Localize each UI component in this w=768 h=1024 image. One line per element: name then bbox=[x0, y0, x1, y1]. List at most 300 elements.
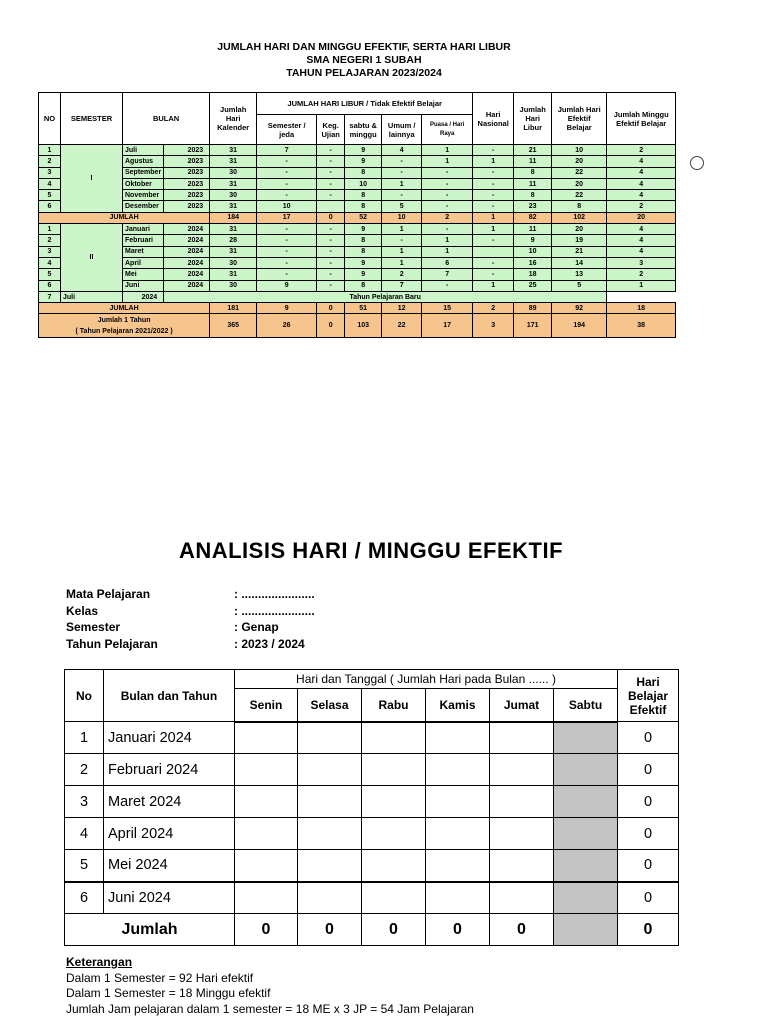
day-count-cell[interactable] bbox=[235, 818, 298, 850]
row-month: Juli bbox=[61, 291, 123, 302]
row-cell: 1 bbox=[382, 224, 422, 235]
row-hbe: 0 bbox=[618, 786, 679, 818]
day-count-cell[interactable] bbox=[426, 786, 490, 818]
total-cell: 10 bbox=[382, 212, 422, 223]
row-cell: 16 bbox=[514, 257, 552, 268]
row-month-year: Juni 2024 bbox=[104, 882, 235, 914]
row-cell: 1 bbox=[382, 178, 422, 189]
row-year: 2024 bbox=[164, 269, 210, 280]
row-cell: - bbox=[257, 178, 317, 189]
row-month-year: Februari 2024 bbox=[104, 754, 235, 786]
row-month: Januari bbox=[123, 224, 164, 235]
circle-shape bbox=[690, 156, 704, 170]
sabtu-cell bbox=[554, 754, 618, 786]
row-cell: - bbox=[257, 167, 317, 178]
semester2-total-label: JUMLAH bbox=[39, 303, 210, 314]
row-cell: - bbox=[317, 280, 345, 291]
day-count-cell[interactable] bbox=[490, 754, 554, 786]
row-cell: - bbox=[422, 178, 473, 189]
row-cell: - bbox=[257, 235, 317, 246]
row-cell: - bbox=[473, 190, 514, 201]
th-bulan: BULAN bbox=[123, 93, 210, 145]
row-cell: - bbox=[257, 269, 317, 280]
sabtu-cell bbox=[554, 818, 618, 850]
row-cell: 4 bbox=[382, 145, 422, 156]
total-cell: 82 bbox=[514, 212, 552, 223]
row-cell: 5 bbox=[382, 201, 422, 212]
row-no: 5 bbox=[65, 850, 104, 882]
day-count-cell[interactable] bbox=[426, 722, 490, 754]
row-cell: 1 bbox=[607, 280, 676, 291]
month-row bbox=[39, 246, 676, 257]
row-no: 6 bbox=[39, 201, 61, 212]
row-cell: - bbox=[317, 156, 345, 167]
row-no: 6 bbox=[65, 882, 104, 914]
month-row bbox=[39, 269, 676, 280]
th-jumlah-hari-efektif: Jumlah Hari Efektif Belajar bbox=[552, 93, 607, 145]
th-jumat: Jumat bbox=[490, 689, 554, 722]
total-cell: 17 bbox=[257, 212, 317, 223]
row-cell: 1 bbox=[422, 246, 473, 257]
row-cell: - bbox=[473, 235, 514, 246]
row-month: Desember bbox=[123, 201, 164, 212]
day-count-cell[interactable] bbox=[362, 722, 426, 754]
total-cell: 18 bbox=[607, 303, 676, 314]
day-count-cell[interactable] bbox=[490, 786, 554, 818]
row-cell: - bbox=[422, 190, 473, 201]
sum-cell: 0 bbox=[490, 914, 554, 946]
semester-label: I bbox=[61, 145, 123, 213]
year-total-cell: 17 bbox=[422, 314, 473, 338]
total-cell: 2 bbox=[473, 303, 514, 314]
row-cell: - bbox=[257, 224, 317, 235]
row-cell: 8 bbox=[514, 167, 552, 178]
row-month: September bbox=[123, 167, 164, 178]
month-row bbox=[39, 178, 676, 189]
row-cell: 2 bbox=[382, 269, 422, 280]
row-cell: 9 bbox=[514, 235, 552, 246]
sum-cell: 0 bbox=[235, 914, 298, 946]
day-count-cell[interactable] bbox=[362, 882, 426, 914]
day-count-cell[interactable] bbox=[362, 754, 426, 786]
row-month: Juli bbox=[123, 145, 164, 156]
day-count-cell[interactable] bbox=[426, 882, 490, 914]
row-month: Februari bbox=[123, 235, 164, 246]
row-no: 5 bbox=[39, 269, 61, 280]
day-count-cell[interactable] bbox=[298, 882, 362, 914]
row-month: Agustus bbox=[123, 156, 164, 167]
row-cell: 30 bbox=[210, 280, 257, 291]
row-cell: 19 bbox=[552, 235, 607, 246]
row-cell: 11 bbox=[514, 156, 552, 167]
keterangan bbox=[66, 955, 474, 1017]
row-year: 2024 bbox=[164, 224, 210, 235]
row-cell: 22 bbox=[552, 167, 607, 178]
sabtu-cell bbox=[554, 882, 618, 914]
row-cell: 6 bbox=[422, 257, 473, 268]
row-cell: 31 bbox=[210, 269, 257, 280]
row-cell: - bbox=[317, 257, 345, 268]
day-count-cell[interactable] bbox=[362, 850, 426, 882]
row-cell: 7 bbox=[257, 145, 317, 156]
semester-label: II bbox=[61, 224, 123, 292]
sabtu-cell bbox=[554, 850, 618, 882]
meta-value: : Genap bbox=[234, 620, 279, 634]
row-cell: 1 bbox=[382, 246, 422, 257]
row-cell: - bbox=[382, 167, 422, 178]
row-month-year: Maret 2024 bbox=[104, 786, 235, 818]
row-cell: 25 bbox=[514, 280, 552, 291]
row-cell: - bbox=[317, 178, 345, 189]
meta-row bbox=[66, 586, 315, 603]
meta-label: Semester bbox=[66, 620, 121, 634]
year-total-cell: 194 bbox=[552, 314, 607, 338]
row-cell: - bbox=[473, 145, 514, 156]
year-total-row bbox=[39, 314, 676, 338]
row-hbe: 0 bbox=[618, 722, 679, 754]
row-month-year: Januari 2024 bbox=[104, 722, 235, 754]
row-cell: 22 bbox=[552, 190, 607, 201]
row-cell: 1 bbox=[422, 156, 473, 167]
effective-days-table bbox=[38, 92, 676, 338]
row-cell bbox=[317, 201, 345, 212]
semester2-total-row bbox=[39, 303, 676, 314]
meta-label: Kelas bbox=[66, 603, 99, 618]
total-cell: 15 bbox=[422, 303, 473, 314]
row-cell: - bbox=[422, 280, 473, 291]
month-row bbox=[39, 257, 676, 268]
row-month-year: Mei 2024 bbox=[104, 850, 235, 882]
sum-label: Jumlah bbox=[65, 914, 235, 946]
day-count-cell[interactable] bbox=[235, 850, 298, 882]
row-year: 2023 bbox=[164, 190, 210, 201]
row-cell: 31 bbox=[210, 224, 257, 235]
row-cell: 30 bbox=[210, 257, 257, 268]
keterangan-line: Dalam 1 Semester = 18 Minggu efektif bbox=[66, 986, 271, 1000]
row-cell: - bbox=[317, 235, 345, 246]
row-cell: 4 bbox=[607, 167, 676, 178]
row-cell: - bbox=[317, 190, 345, 201]
total-cell: 181 bbox=[210, 303, 257, 314]
row-cell: - bbox=[382, 156, 422, 167]
meta-value: : 2023 / 2024 bbox=[234, 636, 305, 651]
day-count-cell[interactable] bbox=[235, 722, 298, 754]
meta-row bbox=[66, 636, 315, 653]
row-cell: 30 bbox=[210, 167, 257, 178]
th-selasa: Selasa bbox=[298, 689, 362, 722]
year-total-label-1: Jumlah 1 Tahun bbox=[97, 316, 151, 324]
row-month: Maret bbox=[123, 246, 164, 257]
total-cell: 92 bbox=[552, 303, 607, 314]
total-cell: 184 bbox=[210, 212, 257, 223]
row-hbe: 0 bbox=[618, 818, 679, 850]
meta-block bbox=[66, 586, 315, 652]
row-no: 2 bbox=[39, 235, 61, 246]
row-cell: 9 bbox=[345, 145, 382, 156]
row-cell: 11 bbox=[514, 178, 552, 189]
month-row bbox=[39, 201, 676, 212]
row-cell: 1 bbox=[422, 145, 473, 156]
row-no: 4 bbox=[39, 178, 61, 189]
row-cell: 10 bbox=[345, 178, 382, 189]
row-cell: 31 bbox=[210, 246, 257, 257]
month-row bbox=[39, 280, 676, 291]
total-cell: 52 bbox=[345, 212, 382, 223]
row-cell: 9 bbox=[345, 224, 382, 235]
day-count-cell[interactable] bbox=[490, 818, 554, 850]
sum-cell: 0 bbox=[362, 914, 426, 946]
row-cell: 4 bbox=[607, 235, 676, 246]
row-cell: 8 bbox=[345, 280, 382, 291]
th-semester: SEMESTER bbox=[61, 93, 123, 145]
row-cell: - bbox=[317, 246, 345, 257]
th-no: No bbox=[65, 670, 104, 722]
th-libur-group: JUMLAH HARI LIBUR / Tidak Efektif Belajar bbox=[257, 93, 473, 115]
year-total-cell: 22 bbox=[382, 314, 422, 338]
keterangan-line: Jumlah Jam pelajaran dalam 1 semester = 18 ME x 3 JP = 54 Jam Pelajaran bbox=[66, 1001, 474, 1016]
th-puasa-hari-raya: Puasa / Hari Raya bbox=[422, 115, 473, 145]
year-total-label-2: ( Tahun Pelajaran 2021/2022 ) bbox=[75, 327, 173, 335]
day-count-cell[interactable] bbox=[426, 754, 490, 786]
day-count-cell[interactable] bbox=[298, 850, 362, 882]
th-jumlah-hari-libur: Jumlah Hari Libur bbox=[514, 93, 552, 145]
month-row bbox=[39, 167, 676, 178]
year-total-cell: 3 bbox=[473, 314, 514, 338]
row-cell: 10 bbox=[552, 145, 607, 156]
row-year: 2023 bbox=[164, 156, 210, 167]
month-row bbox=[39, 224, 676, 235]
row-cell: - bbox=[257, 246, 317, 257]
row-cell: 9 bbox=[257, 280, 317, 291]
row-no: 4 bbox=[65, 818, 104, 850]
total-cell: 51 bbox=[345, 303, 382, 314]
th-senin: Senin bbox=[235, 689, 298, 722]
year-total-cell: 26 bbox=[257, 314, 317, 338]
row-cell: - bbox=[422, 167, 473, 178]
table-row bbox=[65, 786, 679, 818]
day-count-cell[interactable] bbox=[490, 722, 554, 754]
day-count-cell[interactable] bbox=[235, 786, 298, 818]
sum-cell: 0 bbox=[426, 914, 490, 946]
meta-row bbox=[66, 619, 315, 636]
row-year: 2024 bbox=[164, 280, 210, 291]
day-count-cell[interactable] bbox=[490, 850, 554, 882]
total-cell: 0 bbox=[317, 303, 345, 314]
row-year: 2024 bbox=[164, 257, 210, 268]
semester1-total-label: JUMLAH bbox=[39, 212, 210, 223]
total-cell: 9 bbox=[257, 303, 317, 314]
row-cell: - bbox=[317, 167, 345, 178]
row-year: 2023 bbox=[164, 201, 210, 212]
top-title bbox=[0, 41, 728, 80]
row-no: 2 bbox=[65, 754, 104, 786]
row-cell: 31 bbox=[210, 178, 257, 189]
row-year: 2024 bbox=[164, 246, 210, 257]
sum-cell: 0 bbox=[298, 914, 362, 946]
sabtu-cell bbox=[554, 722, 618, 754]
th-day-group: Hari dan Tanggal ( Jumlah Hari pada Bulan ...... ) bbox=[235, 670, 618, 689]
row-cell: - bbox=[473, 167, 514, 178]
row-cell: 1 bbox=[473, 280, 514, 291]
sum-row bbox=[65, 914, 679, 946]
row-no: 4 bbox=[39, 257, 61, 268]
month-row bbox=[39, 145, 676, 156]
row-cell: 4 bbox=[607, 224, 676, 235]
row-cell: - bbox=[422, 201, 473, 212]
row-cell: 7 bbox=[422, 269, 473, 280]
analysis-table bbox=[64, 669, 679, 946]
th-keg-ujian: Keg. Ujian bbox=[317, 115, 345, 145]
row-no: 5 bbox=[39, 190, 61, 201]
row-cell: 8 bbox=[345, 201, 382, 212]
row-cell: 28 bbox=[210, 235, 257, 246]
row-cell: 31 bbox=[210, 145, 257, 156]
day-count-cell[interactable] bbox=[362, 818, 426, 850]
top-title-line-2: SMA NEGERI 1 SUBAH bbox=[306, 54, 422, 66]
row-month: Mei bbox=[123, 269, 164, 280]
row-cell: 14 bbox=[552, 257, 607, 268]
row-cell: 1 bbox=[422, 235, 473, 246]
sabtu-cell bbox=[554, 786, 618, 818]
row-cell: 31 bbox=[210, 201, 257, 212]
row-hbe: 0 bbox=[618, 882, 679, 914]
day-count-cell[interactable] bbox=[426, 850, 490, 882]
row-cell: - bbox=[317, 145, 345, 156]
table-row bbox=[65, 850, 679, 882]
row-cell: 1 bbox=[473, 156, 514, 167]
month-row bbox=[39, 156, 676, 167]
month-row bbox=[39, 190, 676, 201]
year-total-cell: 171 bbox=[514, 314, 552, 338]
year-total-cell: 365 bbox=[210, 314, 257, 338]
row-cell: - bbox=[473, 178, 514, 189]
row-cell: - bbox=[257, 156, 317, 167]
row-no: 3 bbox=[65, 786, 104, 818]
page-title: ANALISIS HARI / MINGGU EFEKTIF bbox=[178, 538, 564, 563]
th-hari-belajar-efektif: Hari Belajar Efektif bbox=[618, 670, 679, 722]
meta-row bbox=[66, 603, 315, 620]
row-month-year: April 2024 bbox=[104, 818, 235, 850]
day-count-cell[interactable] bbox=[235, 882, 298, 914]
row-no: 1 bbox=[39, 224, 61, 235]
row-cell: 20 bbox=[552, 224, 607, 235]
row-cell: 23 bbox=[514, 201, 552, 212]
row-no: 3 bbox=[39, 167, 61, 178]
row-no: 1 bbox=[65, 722, 104, 754]
row-cell: 18 bbox=[514, 269, 552, 280]
th-no: NO bbox=[39, 93, 61, 145]
row-cell: 5 bbox=[552, 280, 607, 291]
year-total-cell: 103 bbox=[345, 314, 382, 338]
row-cell: 9 bbox=[345, 269, 382, 280]
row-cell: - bbox=[473, 257, 514, 268]
row-cell: 13 bbox=[552, 269, 607, 280]
table-row bbox=[65, 818, 679, 850]
year-total-label bbox=[39, 314, 210, 338]
table-row bbox=[65, 722, 679, 754]
row-cell: 9 bbox=[345, 156, 382, 167]
row-year: 2024 bbox=[164, 235, 210, 246]
row-cell: 20 bbox=[552, 178, 607, 189]
row-cell: 8 bbox=[514, 190, 552, 201]
row-cell: - bbox=[317, 224, 345, 235]
table-row bbox=[65, 882, 679, 914]
total-cell: 1 bbox=[473, 212, 514, 223]
row-cell: 31 bbox=[210, 156, 257, 167]
meta-value: : ...................... bbox=[234, 587, 315, 601]
th-umum-lainnya: Umum / lainnya bbox=[382, 115, 422, 145]
row-cell: 8 bbox=[345, 246, 382, 257]
meta-label: Tahun Pelajaran bbox=[66, 636, 158, 651]
total-cell: 2 bbox=[422, 212, 473, 223]
row-year: 2023 bbox=[164, 178, 210, 189]
row-cell: - bbox=[257, 190, 317, 201]
day-count-cell[interactable] bbox=[490, 882, 554, 914]
meta-value: : ...................... bbox=[234, 603, 315, 618]
row-no: 7 bbox=[39, 291, 61, 302]
row-month: April bbox=[123, 257, 164, 268]
row-cell: 4 bbox=[607, 190, 676, 201]
day-count-cell[interactable] bbox=[426, 818, 490, 850]
row-cell: - bbox=[473, 269, 514, 280]
row-cell: 30 bbox=[210, 190, 257, 201]
th-hari-nasional: Hari Nasional bbox=[473, 93, 514, 145]
year-total-cell: 38 bbox=[607, 314, 676, 338]
day-count-cell[interactable] bbox=[298, 722, 362, 754]
row-cell: 1 bbox=[473, 224, 514, 235]
day-count-cell[interactable] bbox=[298, 818, 362, 850]
row-cell: 20 bbox=[552, 156, 607, 167]
row-year: 2024 bbox=[123, 291, 164, 302]
tahun-pelajaran-baru: Tahun Pelajaran Baru bbox=[164, 291, 607, 302]
month-row bbox=[39, 235, 676, 246]
row-cell: 21 bbox=[514, 145, 552, 156]
row-cell: 11 bbox=[514, 224, 552, 235]
sabtu-cell bbox=[554, 914, 618, 946]
top-title-line-3: TAHUN PELAJARAN 2023/2024 bbox=[286, 67, 442, 79]
day-count-cell[interactable] bbox=[362, 786, 426, 818]
row-hbe: 0 bbox=[618, 850, 679, 882]
th-sabtu: Sabtu bbox=[554, 689, 618, 722]
row-cell: 4 bbox=[607, 156, 676, 167]
meta-label: Mata Pelajaran bbox=[66, 587, 151, 601]
row-cell: - bbox=[382, 190, 422, 201]
total-cell: 0 bbox=[317, 212, 345, 223]
row-cell: 4 bbox=[607, 246, 676, 257]
th-jumlah-hari-kalender: Jumlah Hari Kalender bbox=[210, 93, 257, 145]
total-cell: 20 bbox=[607, 212, 676, 223]
row-no: 1 bbox=[39, 145, 61, 156]
sum-cell: 0 bbox=[618, 914, 679, 946]
day-count-cell[interactable] bbox=[235, 754, 298, 786]
row-year: 2023 bbox=[164, 145, 210, 156]
row-cell: - bbox=[382, 235, 422, 246]
day-count-cell[interactable] bbox=[298, 786, 362, 818]
row-cell: 9 bbox=[345, 257, 382, 268]
row-cell: 2 bbox=[607, 201, 676, 212]
th-semester-jeda: Semester / jeda bbox=[257, 115, 317, 145]
row-cell: 21 bbox=[552, 246, 607, 257]
row-cell: 10 bbox=[257, 201, 317, 212]
semester1-total-row bbox=[39, 212, 676, 223]
top-title-line-1: JUMLAH HARI DAN MINGGU EFEKTIF, SERTA HARI LIBUR bbox=[217, 41, 511, 53]
keterangan-line: Dalam 1 Semester = 92 Hari efektif bbox=[66, 970, 254, 985]
row-year: 2023 bbox=[164, 167, 210, 178]
day-count-cell[interactable] bbox=[298, 754, 362, 786]
th-sabtu-minggu: sabtu & minggu bbox=[345, 115, 382, 145]
row-cell: 7 bbox=[382, 280, 422, 291]
total-cell: 12 bbox=[382, 303, 422, 314]
